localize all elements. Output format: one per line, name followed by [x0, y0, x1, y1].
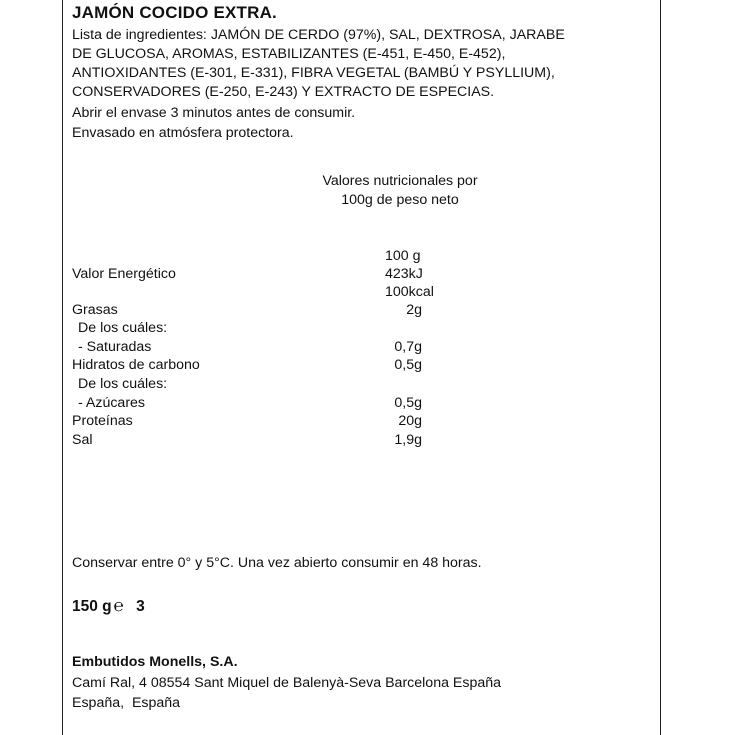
nutrient-value: 0,5g: [394, 357, 422, 373]
weight-amount: 150 g: [72, 598, 112, 615]
packaging-note: Envasado en atmósfera protectora.: [72, 125, 294, 141]
energy-label: Valor Energético: [72, 266, 176, 282]
nutrient-value: 0,7g: [394, 339, 422, 355]
nutrient-value: 2g: [406, 302, 422, 318]
nutrition-heading: 100g de peso neto: [341, 192, 459, 208]
net-weight: [72, 597, 145, 615]
nutrient-label: Proteínas: [72, 413, 133, 429]
ingredients-line: Lista de ingredientes: JAMÓN DE CERDO (97%), SAL, DEXTROSA, JARABE: [72, 27, 565, 43]
nutrient-label: Sal: [72, 432, 93, 448]
ingredients-line: ANTIOXIDANTES (E-301, E-331), FIBRA VEGETAL (BAMBÚ Y PSYLLIUM),: [72, 65, 555, 81]
package-count: 3: [136, 598, 145, 615]
manufacturer-address: Camí Ral, 4 08554 Sant Miquel de Balenyà-Seva Barcelona España: [72, 675, 502, 691]
nutrient-label: Grasas: [72, 302, 118, 318]
nutrient-value: 20g: [398, 413, 422, 429]
storage-note: Conservar entre 0° y 5°C. Una vez abierto consumir en 48 horas.: [72, 555, 482, 571]
energy-kcal-value: 100kcal: [385, 284, 434, 300]
nutrient-sublabel: De los cuáles:: [78, 320, 168, 336]
nutrition-heading: Valores nutricionales por: [322, 173, 478, 189]
per-100g-label: 100 g: [385, 248, 421, 264]
nutrient-value: 0,5g: [394, 395, 422, 411]
open-note: Abrir el envase 3 minutos antes de consumir.: [72, 105, 356, 121]
ingredients-line: CONSERVADORES (E-250, E-243) Y EXTRACTO DE ESPECIAS.: [72, 84, 495, 100]
energy-kj-value: 423kJ: [385, 266, 423, 282]
nutrient-label: - Saturadas: [78, 339, 152, 355]
estimated-sign-icon: ℮: [113, 596, 124, 615]
ingredients-line: DE GLUCOSA, AROMAS, ESTABILIZANTES (E-451, E-450, E-452),: [72, 46, 506, 62]
product-title: JAMÓN COCIDO EXTRA.: [72, 3, 277, 22]
nutrient-value: 1,9g: [394, 432, 422, 448]
nutrient-label: Hidratos de carbono: [72, 357, 200, 373]
nutrient-label: - Azúcares: [78, 395, 146, 411]
manufacturer-name: Embutidos Monells, S.A.: [72, 654, 238, 670]
nutrient-sublabel: De los cuáles:: [78, 376, 168, 392]
manufacturer-country: España, España: [72, 695, 181, 711]
